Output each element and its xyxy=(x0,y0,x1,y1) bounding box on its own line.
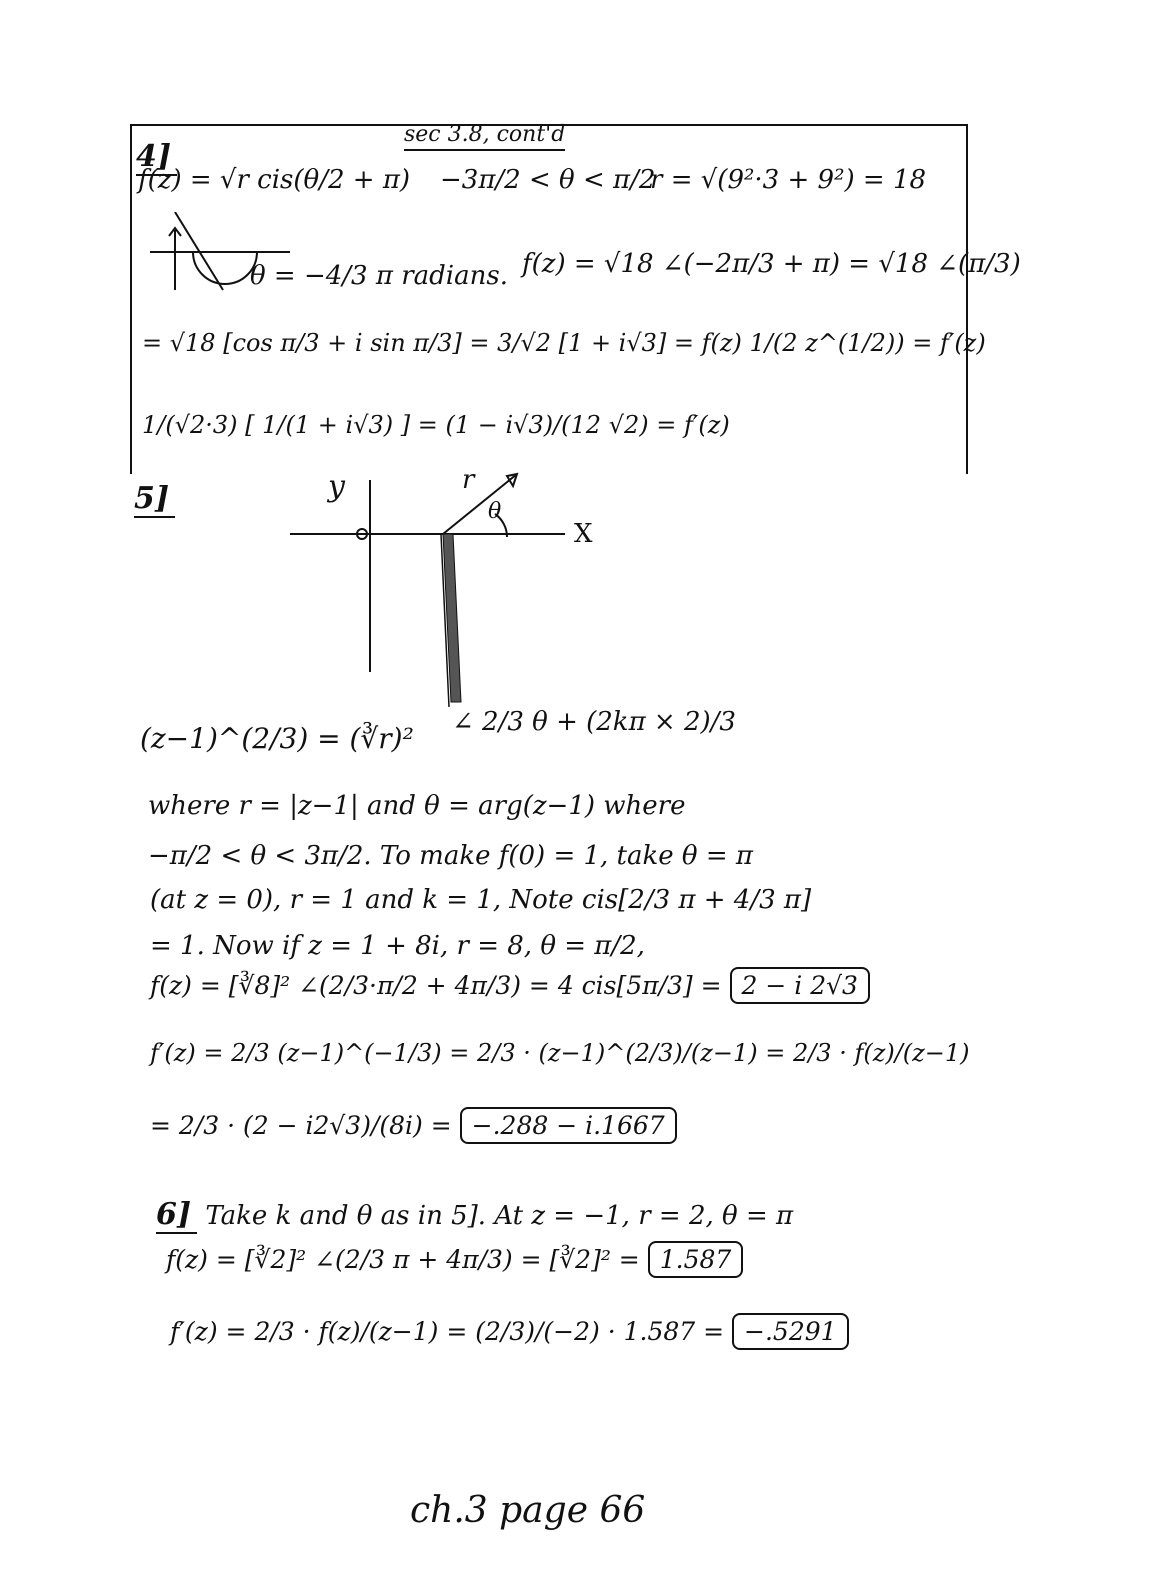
problem-5-answer-f: 2 − i 2√3 xyxy=(730,967,870,1004)
problem-4-theta-range: −3π/2 < θ < π/2 xyxy=(440,165,656,195)
problem-4-function: f(z) = √r cis(θ/2 + π) xyxy=(138,165,411,195)
problem-5-theta-range: −π/2 < θ < 3π/2. To make f(0) = 1, take θ = π xyxy=(148,841,753,871)
problem-5-derivative-value: = 2/3 · (2 − i2√3)/(8i) = −.288 − i.1667 xyxy=(150,1112,677,1140)
problem-4-polar-form: f(z) = √18 ∠(−2π/3 + π) = √18 ∠(π/3) xyxy=(522,249,1021,279)
diagram-theta-label: θ xyxy=(488,499,502,524)
diagram-x-label: X xyxy=(574,519,593,549)
problem-4-number: 4] xyxy=(136,140,177,173)
problem-5-note: (at z = 0), r = 1 and k = 1, Note cis[2/3 π + 4/3 π] xyxy=(150,885,812,915)
problem-6-answer-f: 1.587 xyxy=(648,1241,744,1278)
problem-4-rectangular-form: = √18 [cos π/3 + i sin π/3] = 3/√2 [1 + i√3] = f(z) 1/(2 z^(1/2)) = f′(z) xyxy=(142,329,986,357)
section-header: sec 3.8, cont'd xyxy=(404,122,565,151)
problem-6-derivative: f′(z) = 2/3 · f(z)/(z−1) = (2/3)/(−2) · 1.587 = −.5291 xyxy=(170,1318,849,1346)
problem-4-derivative: 1/(√2·3) [ 1/(1 + i√3) ] = (1 − i√3)/(12 √2) = f′(z) xyxy=(142,411,730,439)
problem-6-answer-fprime: −.5291 xyxy=(732,1313,849,1350)
problem-5-f-value: f(z) = [∛8]² ∠(2/3·π/2 + 4π/3) = 4 cis[5π/3] = 2 − i 2√3 xyxy=(150,972,870,1000)
problem-5-answer-fprime: −.288 − i.1667 xyxy=(460,1107,677,1144)
problem-5-where: where r = |z−1| and θ = arg(z−1) where xyxy=(148,791,686,821)
diagram-y-label: y xyxy=(328,469,345,504)
problem-6-statement: 6] Take k and θ as in 5]. At z = −1, r = 2, θ = π xyxy=(156,1197,794,1232)
problem-5-angle-form: ∠ 2/3 θ + (2kπ × 2)/3 xyxy=(452,707,736,737)
problem-5-now-if: = 1. Now if z = 1 + 8i, r = 8, θ = π/2, xyxy=(150,931,645,961)
problem-6-f-value: f(z) = [∛2]² ∠(2/3 π + 4π/3) = [∛2]² = 1.587 xyxy=(166,1246,743,1274)
problem-5-derivative: f′(z) = 2/3 (z−1)^(−1/3) = 2/3 · (z−1)^(2/3)/(z−1) = 2/3 · f(z)/(z−1) xyxy=(150,1039,970,1067)
diagram-r-label: r xyxy=(462,465,475,495)
problem-5-number: 5] xyxy=(134,482,175,515)
problem-4-modulus: r = √(9²·3 + 9²) = 18 xyxy=(650,165,927,195)
problem-4-angle: θ = −4/3 π radians. xyxy=(250,261,508,291)
problem-5-power-form: (z−1)^(2/3) = (∛r)² xyxy=(140,722,414,755)
page-footer: ch.3 page 66 xyxy=(410,1490,646,1531)
